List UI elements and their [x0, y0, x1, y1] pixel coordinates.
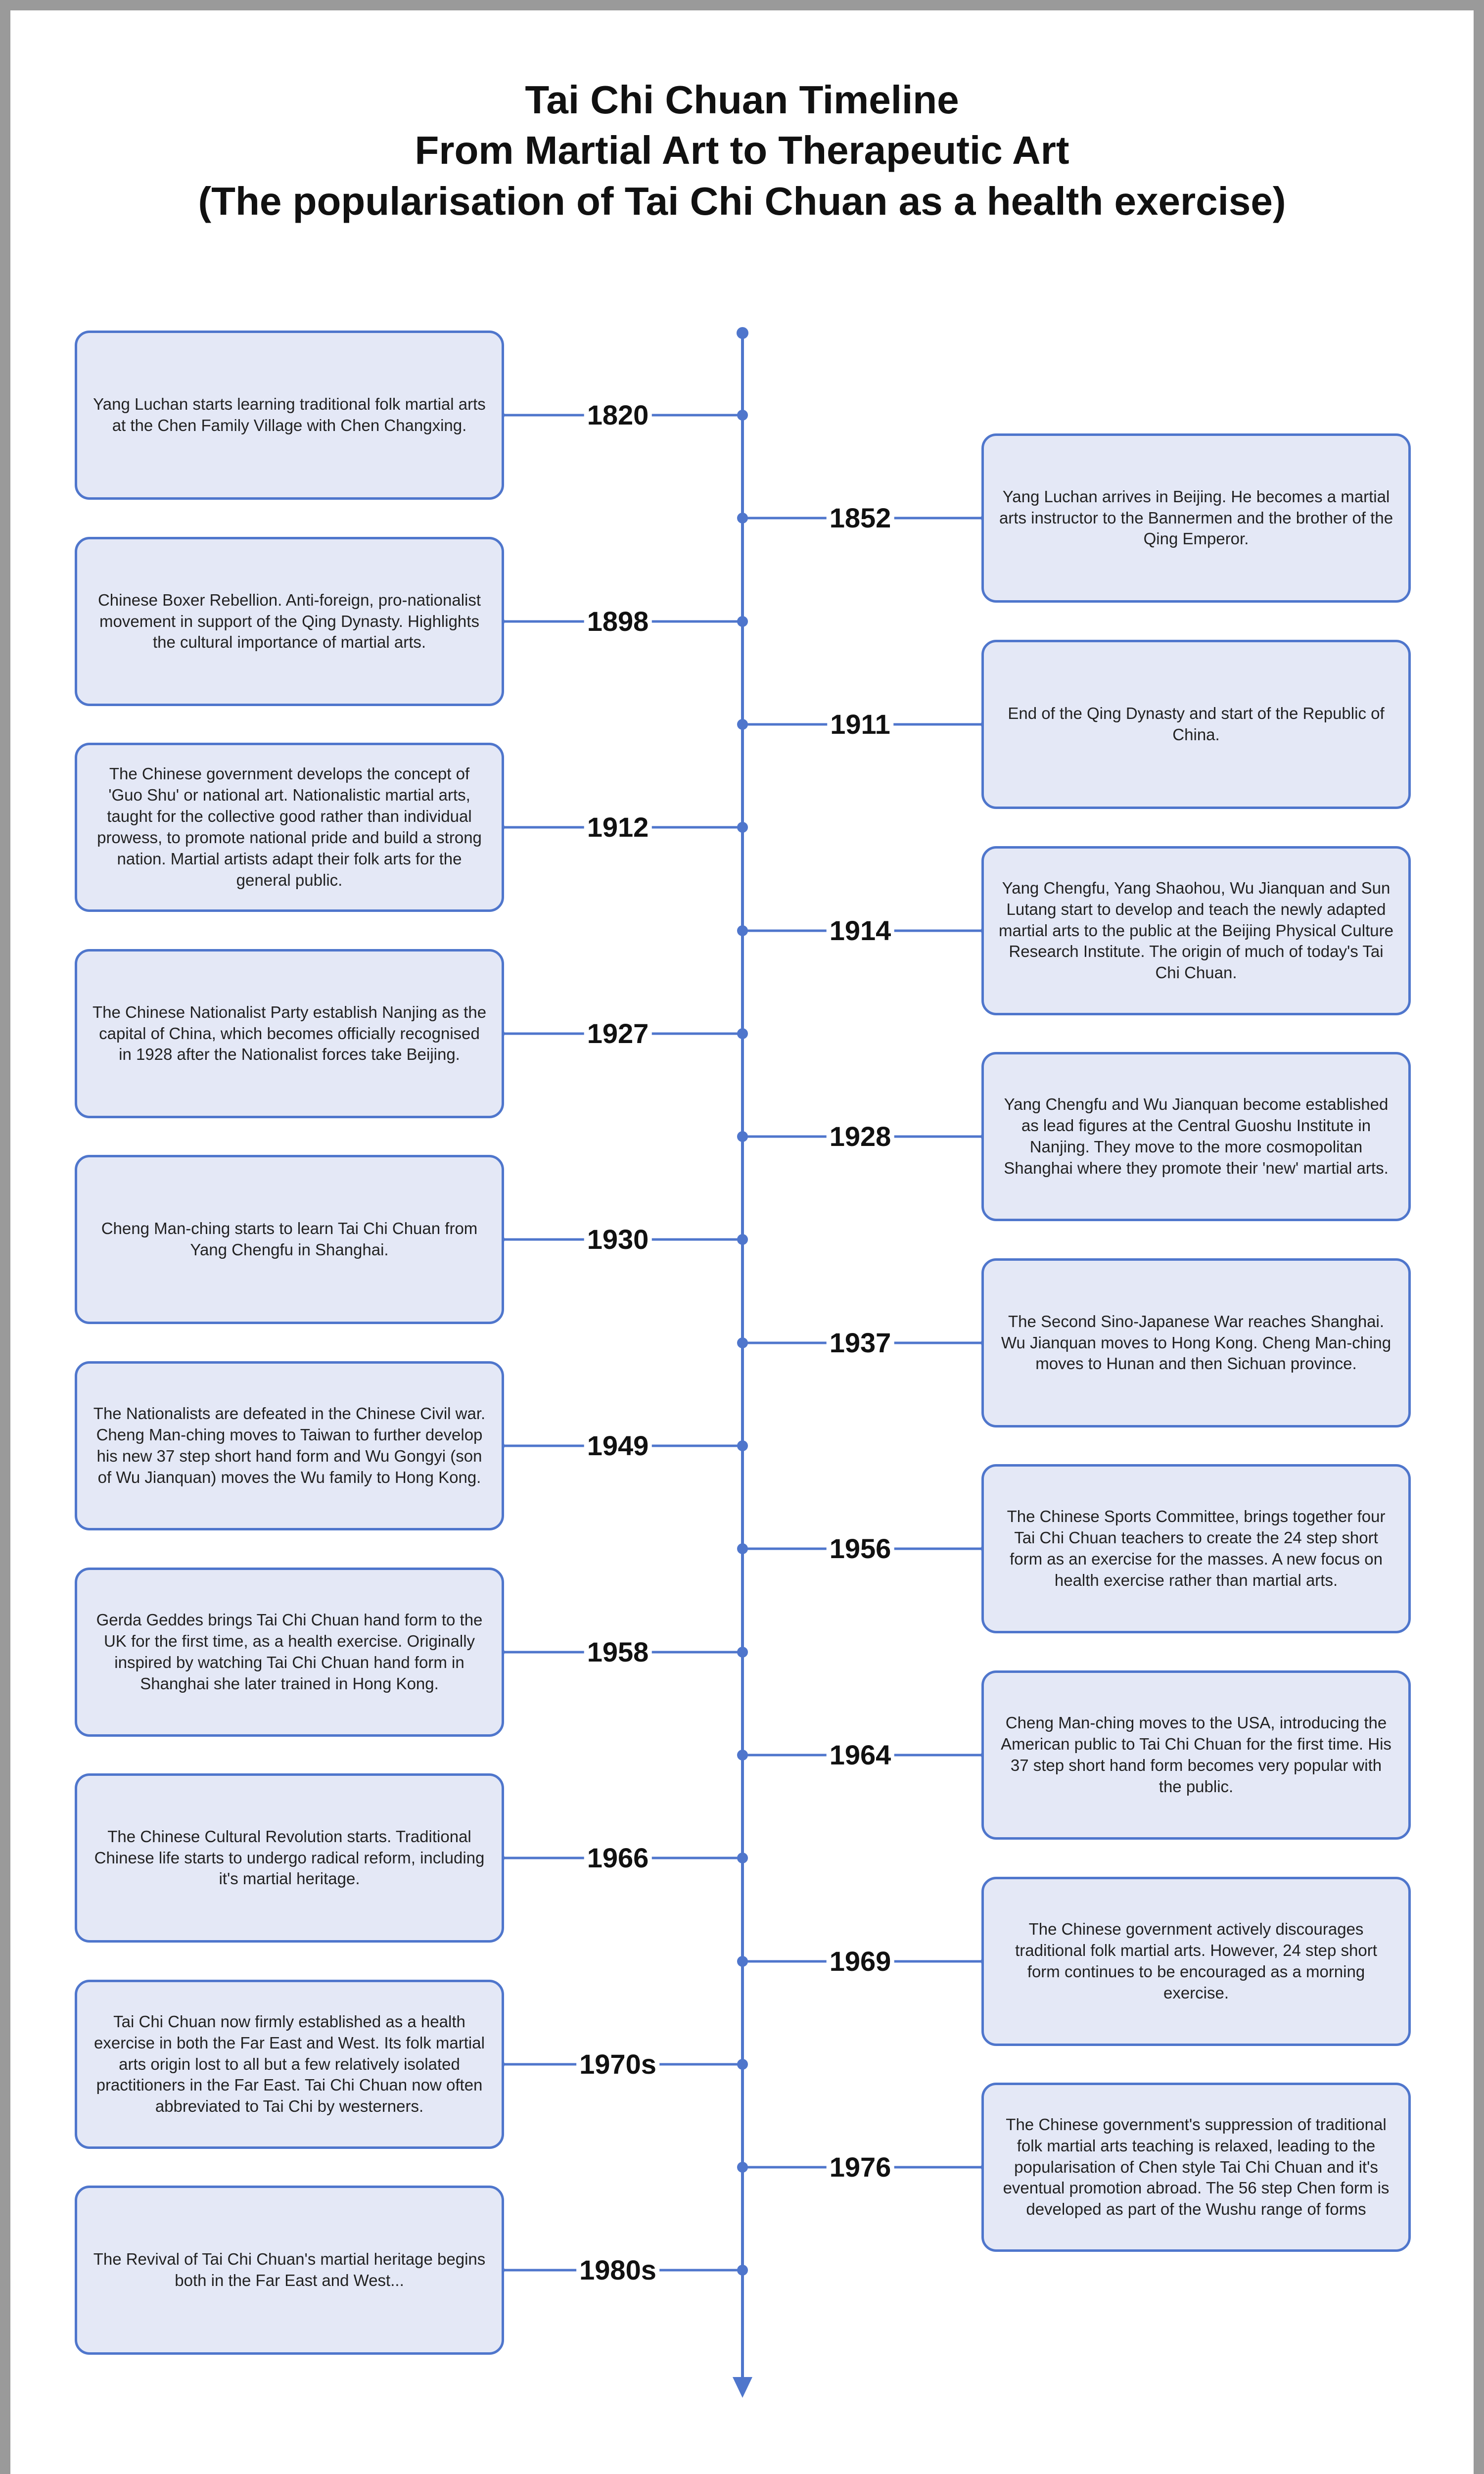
event-box: The Chinese government actively discourages traditional folk martial arts. However, 24 step short form continues to be encouraged as a morning exercise.: [981, 1877, 1411, 2046]
axis-dot: [737, 1234, 748, 1245]
timeline-arrow-icon: [733, 2377, 752, 2398]
page-subtitle-detail: (The popularisation of Tai Chi Chuan as a health exercise): [198, 179, 1286, 223]
year-label: 1964: [827, 1738, 894, 1772]
event-box: End of the Qing Dynasty and start of the Republic of China.: [981, 640, 1411, 809]
year-label: 1976: [827, 2150, 894, 2185]
axis-dot: [737, 1440, 748, 1451]
year-label: 1956: [827, 1531, 894, 1566]
event-box: The Chinese government's suppression of traditional folk martial arts teaching is relaxed, leading to the popularisation of Chen style Tai Chi Chuan and it's eventual promotion abroad. The 56 step Chen form is developed as part of the Wushu range of forms: [981, 2083, 1411, 2252]
year-label: 1949: [584, 1428, 652, 1463]
axis-dot: [737, 1853, 748, 1863]
year-label: 1912: [584, 810, 652, 845]
event-box: The Chinese government develops the concept of 'Guo Shu' or national art. Nationalistic martial arts, taught for the collective good rather than individual prowess, to promote national pride and build a strong nation. Martial artists adapt their folk arts for the general public.: [75, 743, 504, 912]
event-box: Gerda Geddes brings Tai Chi Chuan hand form to the UK for the first time, as a health exercise. Originally inspired by watching Tai Chi Chuan hand form in Shanghai she later trained in Hong Kong.: [75, 1568, 504, 1737]
year-label: 1928: [827, 1119, 894, 1154]
axis-dot: [737, 2162, 748, 2173]
event-box: The Nationalists are defeated in the Chinese Civil war. Cheng Man-ching moves to Taiwan to further develop his new 37 step short hand form and Wu Gongyi (son of Wu Jianquan) moves the Wu family to Hong Kong.: [75, 1361, 504, 1530]
axis-dot: [737, 925, 748, 936]
year-label: 1969: [827, 1944, 894, 1979]
axis-dot: [737, 1647, 748, 1658]
event-box: The Chinese Nationalist Party establish Nanjing as the capital of China, which becomes officially recognised in 1928 after the Nationalist forces take Beijing.: [75, 949, 504, 1118]
year-label: 1911: [827, 707, 893, 742]
event-box: The Chinese Sports Committee, brings together four Tai Chi Chuan teachers to create the 24 step short form as an exercise for the masses. A new focus on health exercise rather than martial arts.: [981, 1464, 1411, 1633]
event-box: The Revival of Tai Chi Chuan's martial heritage begins both in the Far East and West...: [75, 2186, 504, 2355]
page-title: Tai Chi Chuan Timeline: [525, 78, 959, 122]
page-subtitle: From Martial Art to Therapeutic Art: [415, 128, 1069, 172]
event-box: Cheng Man-ching moves to the USA, introducing the American public to Tai Chi Chuan for the first time. His 37 step short hand form becomes very popular with the public.: [981, 1670, 1411, 1840]
axis-dot: [737, 2059, 748, 2070]
axis-dot: [737, 1956, 748, 1967]
year-label: 1980s: [576, 2253, 659, 2287]
event-box: Tai Chi Chuan now firmly established as a health exercise in both the Far East and West. Its folk martial arts origin lost to all but a few relatively isolated practitioners in the Far East. Tai Chi Chuan now often abbreviated to Tai Chi by westerners.: [75, 1980, 504, 2149]
year-label: 1958: [584, 1635, 652, 1669]
axis-dot: [737, 1543, 748, 1554]
event-box: Yang Luchan starts learning traditional folk martial arts at the Chen Family Village with Chen Changxing.: [75, 331, 504, 500]
axis-dot: [737, 719, 748, 730]
event-box: Cheng Man-ching starts to learn Tai Chi Chuan from Yang Chengfu in Shanghai.: [75, 1155, 504, 1324]
year-label: 1820: [584, 398, 652, 432]
year-label: 1914: [827, 913, 894, 948]
event-box: Yang Luchan arrives in Beijing. He becomes a martial arts instructor to the Bannermen and the brother of the Qing Emperor.: [981, 433, 1411, 603]
event-box: Yang Chengfu and Wu Jianquan become established as lead figures at the Central Guoshu Institute in Nanjing. They move to the more cosmopolitan Shanghai where they promote their 'new' martial arts.: [981, 1052, 1411, 1221]
year-label: 1937: [827, 1326, 894, 1360]
axis-dot: [737, 1131, 748, 1142]
year-label: 1927: [584, 1016, 652, 1051]
axis-dot: [737, 1750, 748, 1760]
axis-dot: [737, 513, 748, 523]
axis-dot: [737, 616, 748, 627]
year-label: 1970s: [576, 2047, 659, 2082]
page-frame: [10, 10, 1474, 2474]
axis-dot: [737, 1337, 748, 1348]
event-box: The Second Sino-Japanese War reaches Shanghai. Wu Jianquan moves to Hong Kong. Cheng Man-ching moves to Hunan and then Sichuan province.: [981, 1258, 1411, 1427]
year-label: 1930: [584, 1222, 652, 1257]
event-box: The Chinese Cultural Revolution starts. Traditional Chinese life starts to undergo radical reform, including it's martial heritage.: [75, 1773, 504, 1943]
year-label: 1852: [827, 501, 894, 535]
event-box: Chinese Boxer Rebellion. Anti-foreign, pro-nationalist movement in support of the Qing Dynasty. Highlights the cultural importance of martial arts.: [75, 537, 504, 706]
axis-dot: [737, 410, 748, 421]
year-label: 1966: [584, 1841, 652, 1875]
event-box: Yang Chengfu, Yang Shaohou, Wu Jianquan and Sun Lutang start to develop and teach the newly adapted martial arts to the public at the Beijing Physical Culture Research Institute. The origin of much of today's Tai Chi Chuan.: [981, 846, 1411, 1015]
timeline-start-dot: [737, 327, 748, 339]
year-label: 1898: [584, 604, 652, 639]
axis-dot: [737, 2265, 748, 2276]
axis-dot: [737, 822, 748, 833]
axis-dot: [737, 1028, 748, 1039]
